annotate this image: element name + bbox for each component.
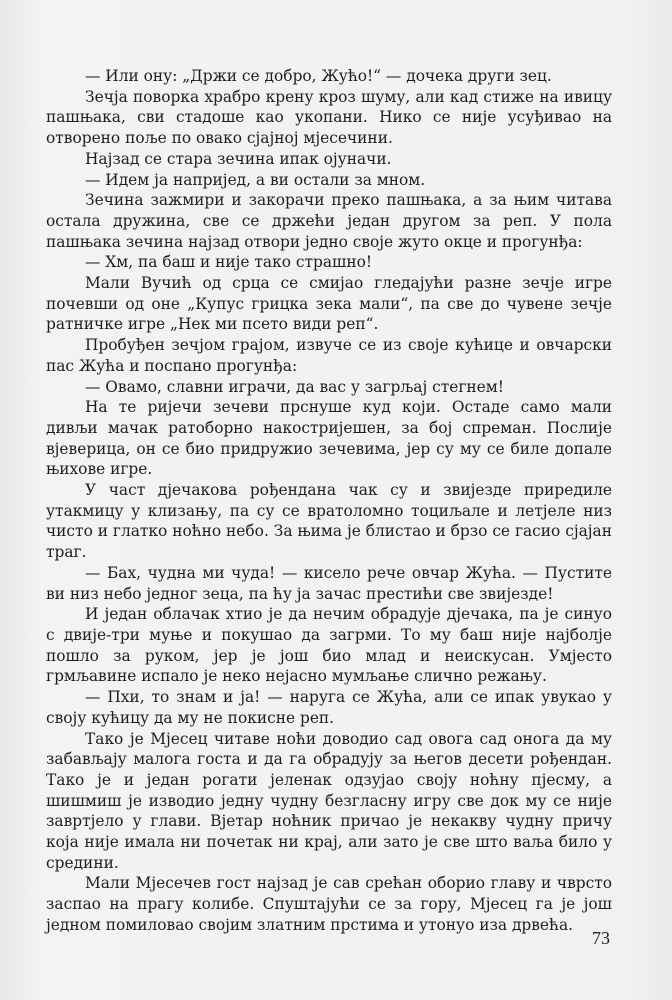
page-number: 73 bbox=[592, 928, 610, 948]
paragraph-4: — Идем ја напријед, а ви остали за мном. bbox=[85, 170, 426, 189]
paragraph-7: Мали Вучић од срца се смијао гледајући разне зечје игре почевши од оне „Купус грицка зека мали“, па све до чувене зечје ратничке игре „Нек ми псето види реп“. bbox=[46, 274, 612, 334]
paragraph-15: Тако је Мјесец читаве ноћи доводио сад овога сад онога да му забављају малога госта и да га обрадују за његов десети рођендан. Тако је и један рогати јеленак одзујао своју ноћну пјесму, а шишмиш је изводио једну чудну безгласну игру све док му се није завртјело у глави. Вјетар ноћник причао је некакву чудну причу која није имала ни почетак ни крај, али зато је све што ваља било у средини. bbox=[46, 729, 612, 872]
body-text bbox=[46, 66, 612, 936]
paragraph-10: На те ријечи зечеви прснуше куд који. Остаде само мали дивљи мачак ратоборно накостријешен, за бој спреман. Послије вјеверица, он се био придружио зечевима, јер су му се биле допале њихове игре. bbox=[46, 398, 612, 479]
paragraph-11: У част дјечакова рођендана чак су и звијезде приредиле утакмицу у клизању, па су се вратоломно тоциљале и летјеле низ чисто и глатко ноћно небо. За њима је блистао и брзо се гасио сјајан траг. bbox=[46, 481, 612, 562]
paragraph-5: Зечина зажмири и закорачи преко пашњака, а за њим читава остала дружина, све се држећи један другом за реп. У пола пашњака зечина најзад отвори једно своје жуто окце и прогунђа: bbox=[46, 191, 612, 251]
paragraph-6: — Хм, па баш и није тако страшно! bbox=[85, 253, 373, 272]
paragraph-9: — Овамо, славни играчи, да вас у загрљај стегнем! bbox=[85, 377, 504, 396]
paragraph-8: Пробуђен зечјом грајом, извуче се из своје кућице и овчарски пас Жућа и поспано прогунђа: bbox=[46, 336, 612, 375]
paragraph-1: — Или ону: „Држи се добро, Жућо!“ — дочека други зец. bbox=[85, 67, 552, 85]
paragraph-13: И један облачак хтио је да нечим обрадује дјечака, па је синуо с двије-три муње и покушао да загрми. То му баш није најболје пошло за руком, јер је још био млад и неискусан. Умјесто грмљавине испало је неко нејасно мумљање слично режању. bbox=[46, 605, 612, 686]
paragraph-3: Најзад се стара зечина ипак ојуначи. bbox=[85, 149, 392, 168]
paragraph-2: Зечја поворка храбро крену кроз шуму, али кад стиже на ивицу пашњака, сви стадоше као укопани. Нико се није усуђивао на отворено поље по овако сјајној мјесечини. bbox=[46, 87, 612, 148]
paragraph-12: — Бах, чудна ми чуда! — кисело рече овчар Жућа. — Пустите ви низ небо једног зеца, па ћу ја зачас престићи све звијезде! bbox=[46, 563, 612, 603]
paragraph-14: — Пхи, то знам и ја! — наруга се Жућа, али се ипак увукао у своју кућицу да му не покисне реп. bbox=[46, 688, 612, 727]
paragraph-16: Мали Мјесечев гост најзад је сав срећан оборио главу и чврсто заспао на прагу колибе. Спуштајући се за гору, Мјесец га је још једном помиловао својим златним прстима и утонуо иза дрвећа. bbox=[46, 874, 612, 934]
